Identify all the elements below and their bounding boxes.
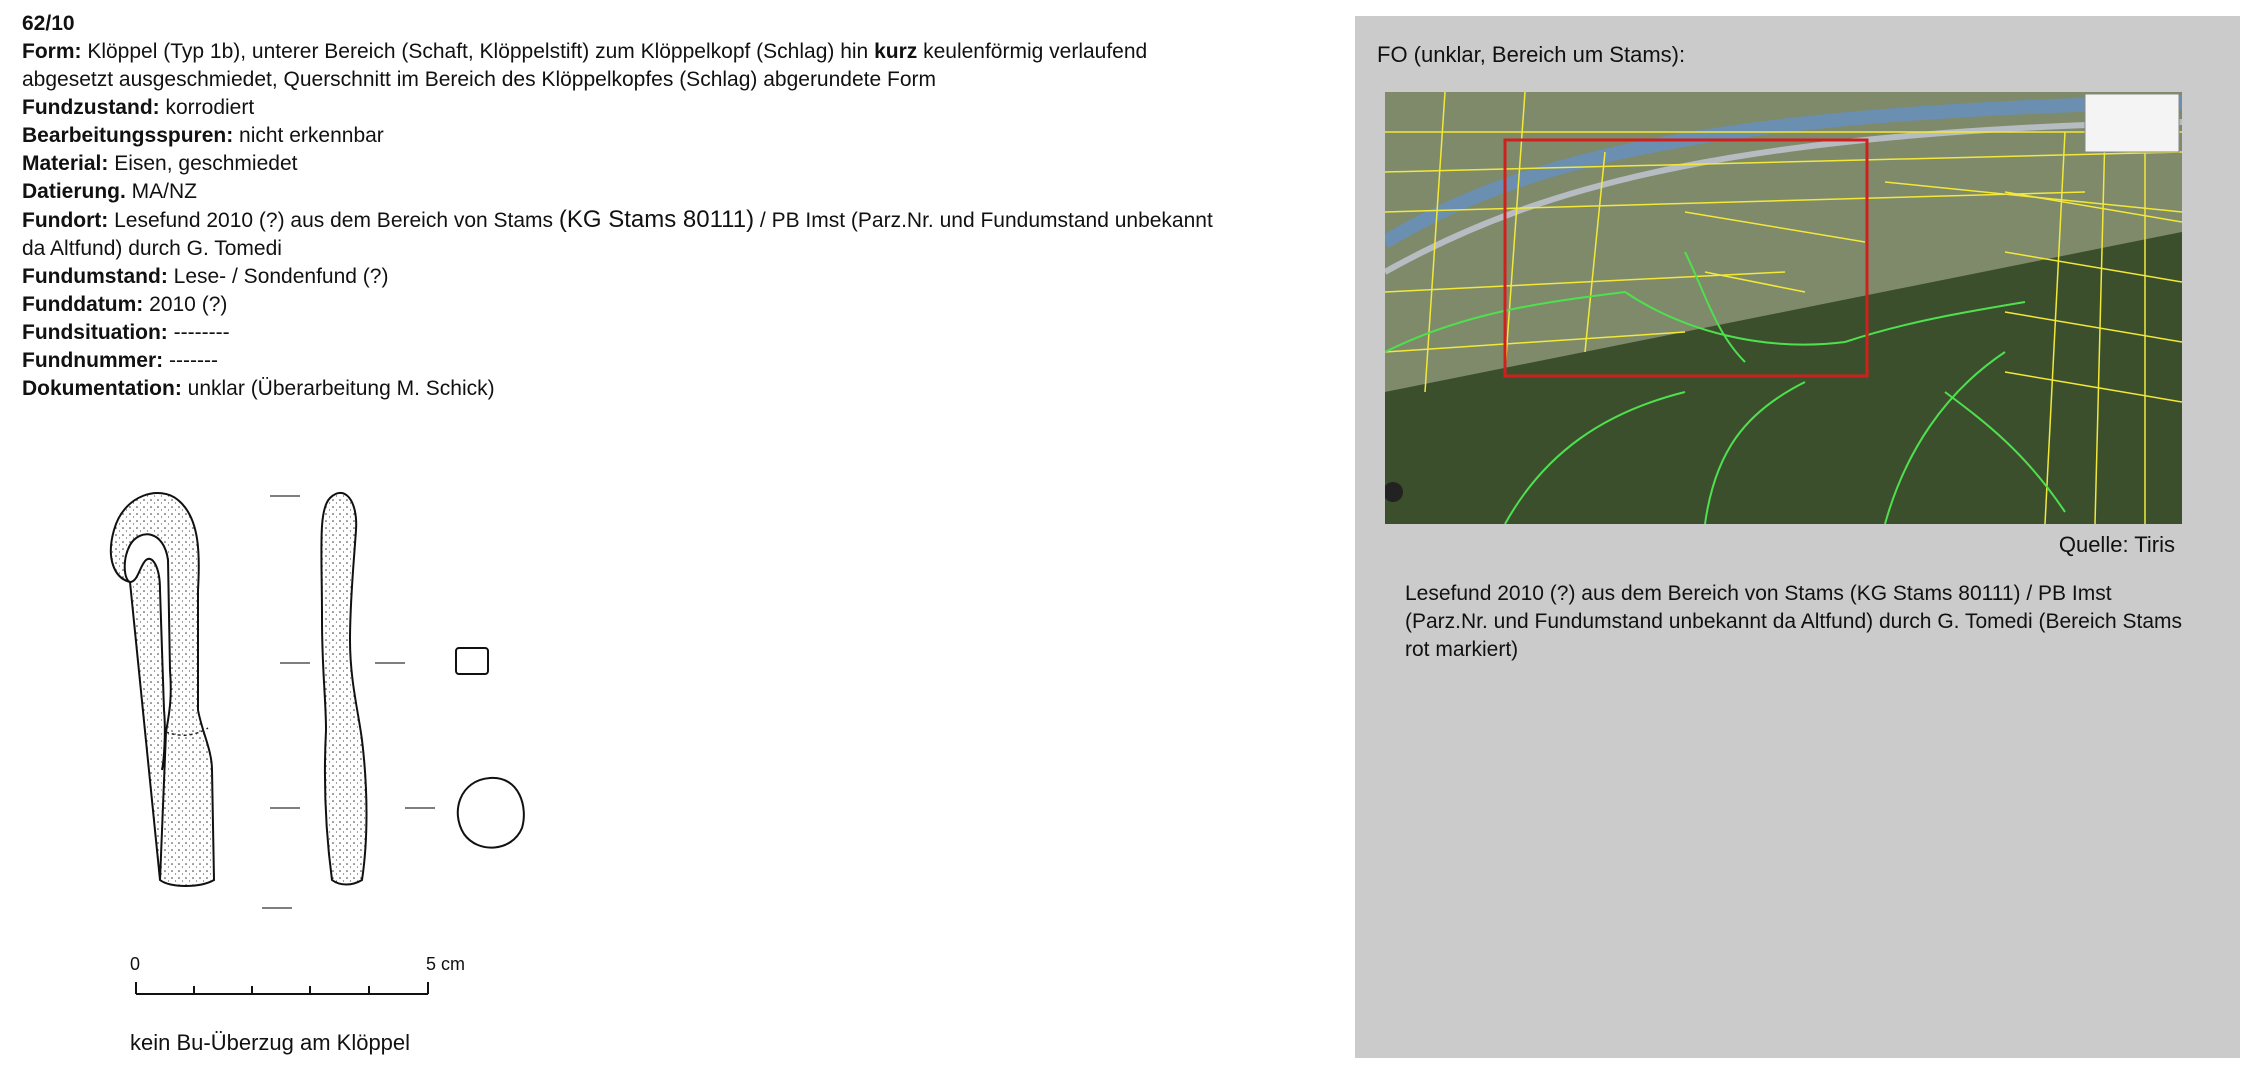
- bearbeitungsspuren-row: [22, 122, 1322, 150]
- fundnummer-label: Fundnummer:: [22, 349, 164, 372]
- fundzustand-value: korrodiert: [159, 96, 255, 119]
- site-map: [1385, 92, 2182, 524]
- map-title: FO (unklar, Bereich um Stams):: [1377, 42, 1686, 67]
- fundort-row: [22, 206, 1322, 235]
- map-source: Quelle: Tiris: [2058, 532, 2175, 557]
- fundumstand-label: Fundumstand:: [22, 265, 168, 288]
- fundsituation-label: Fundsituation:: [22, 321, 168, 344]
- clapper-front-view: [111, 493, 214, 886]
- form-line2: abgesetzt ausgeschmiedet, Querschnitt im Bereich des Klöppelkopfes (Schlag) abgerundete Form: [22, 68, 936, 91]
- square-section: [456, 648, 488, 674]
- funddatum-row: [22, 291, 1322, 319]
- fundumstand-value: Lese- / Sondenfund (?): [167, 265, 389, 288]
- form-label: Form:: [22, 40, 82, 63]
- datierung-label: Datierung.: [22, 180, 126, 203]
- fundort-line2: da Altfund) durch G. Tomedi: [22, 237, 282, 260]
- form-text-a: Klöppel (Typ 1b), unterer Bereich (Schaft, Klöppelstift) zum Klöppelkopf (Schlag) hin: [81, 40, 875, 63]
- fundort-text-b: / PB Imst (Parz.Nr. und Fundumstand unbekannt: [754, 209, 1213, 232]
- scale-end: 5 cm: [426, 954, 466, 974]
- bearbeitungsspuren-label: Bearbeitungsspuren:: [22, 124, 234, 147]
- dokumentation-label: Dokumentation:: [22, 377, 182, 400]
- fundzustand-label: Fundzustand:: [22, 96, 160, 119]
- form-row: [22, 38, 1322, 66]
- datierung-row: [22, 178, 1322, 206]
- dokumentation-row: [22, 375, 1322, 403]
- find-record: [22, 10, 1322, 403]
- fundnummer-row: [22, 347, 1322, 375]
- scale-bar: [132, 954, 472, 1004]
- fundsituation-value: --------: [167, 321, 230, 344]
- bearbeitungsspuren-value: nicht erkennbar: [233, 124, 384, 147]
- funddatum-value: 2010 (?): [143, 293, 228, 316]
- fundnummer-value: -------: [163, 349, 218, 372]
- fundort-kg: (KG Stams 80111): [558, 206, 755, 233]
- fundort-label: Fundort:: [22, 209, 109, 232]
- funddatum-label: Funddatum:: [22, 293, 144, 316]
- artifact-drawing: [100, 470, 570, 940]
- map-panel: [1355, 16, 2240, 1058]
- material-row: [22, 150, 1322, 178]
- map-description: Lesefund 2010 (?) aus dem Bereich von Stams (KG Stams 80111) / PB Imst (Parz.Nr. und Fundumstand unbekannt da Altfund) durch G. Tomedi (Bereich Stams rot markiert): [1405, 582, 2183, 661]
- catalog-number: 62/10: [22, 12, 75, 35]
- fundsituation-row: [22, 319, 1322, 347]
- scale-start: 0: [130, 954, 141, 974]
- clapper-side-view: [321, 493, 366, 885]
- form-emphasis: kurz: [874, 40, 918, 63]
- fundort-text-a: Lesefund 2010 (?) aus dem Bereich von Stams: [108, 209, 559, 232]
- fundumstand-row: [22, 263, 1322, 291]
- round-section: [458, 778, 524, 848]
- dokumentation-value: unklar (Überarbeitung M. Schick): [181, 377, 495, 400]
- drawing-caption: kein Bu-Überzug am Klöppel: [130, 1030, 411, 1055]
- form-text-b: keulenförmig verlaufend: [917, 40, 1148, 63]
- datierung-value: MA/NZ: [125, 180, 198, 203]
- material-value: Eisen, geschmiedet: [108, 152, 298, 175]
- fundzustand-row: [22, 94, 1322, 122]
- material-label: Material:: [22, 152, 109, 175]
